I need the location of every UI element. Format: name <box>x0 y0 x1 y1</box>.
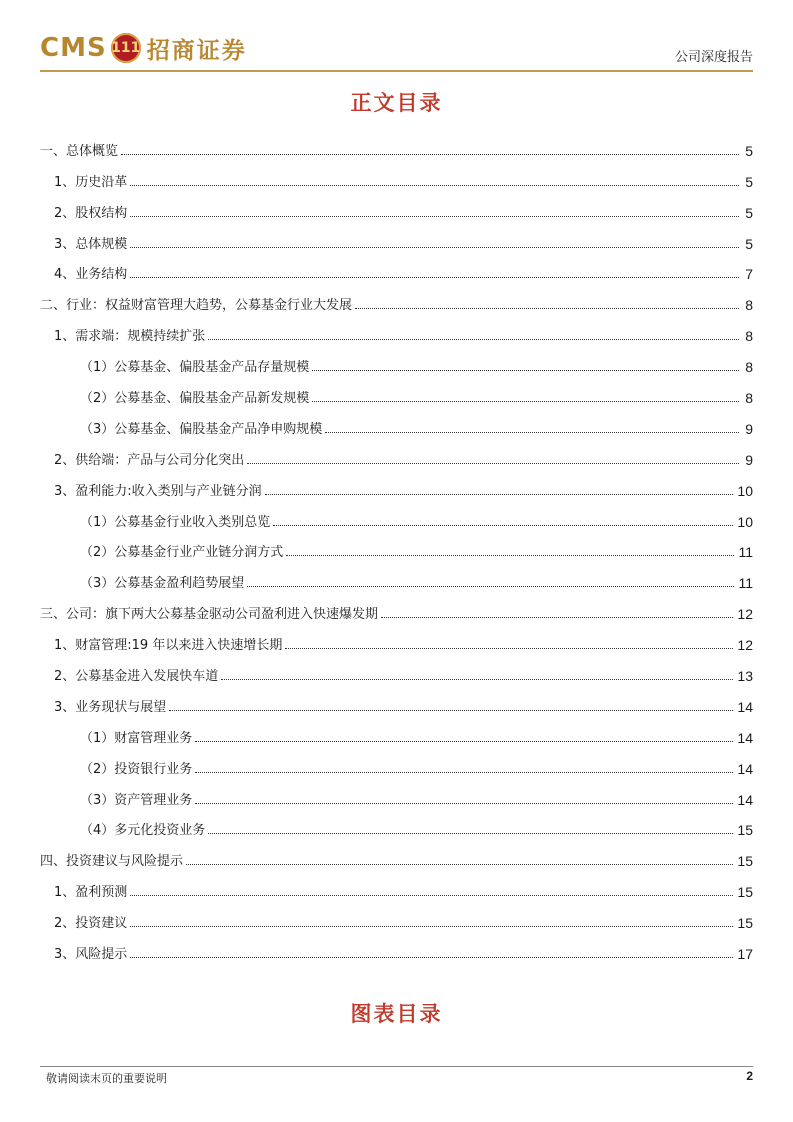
toc-entry-page: 5 <box>745 173 753 190</box>
toc-leader-dots <box>169 709 733 711</box>
toc-leader-dots <box>312 400 739 402</box>
toc-leader-dots <box>208 832 733 834</box>
toc-leader-dots <box>195 740 733 742</box>
logo-text-en: CMS <box>40 33 107 63</box>
toc-entry[interactable] <box>40 689 753 720</box>
toc-entry-text: （2）公募基金行业产业链分润方式 <box>80 545 284 561</box>
toc-entry[interactable] <box>40 504 753 535</box>
company-logo <box>40 28 247 68</box>
toc-entry[interactable] <box>40 813 753 844</box>
footer-divider <box>40 1066 753 1067</box>
toc-leader-dots <box>273 524 733 526</box>
toc-entry-page: 8 <box>745 297 753 314</box>
toc-entry[interactable] <box>40 195 753 226</box>
toc-leader-dots <box>381 616 733 618</box>
toc-entry-page: 17 <box>737 946 753 963</box>
toc-entry-text: 1、盈利预测 <box>54 885 128 901</box>
toc-entry-page: 9 <box>745 420 753 437</box>
toc-leader-dots <box>265 493 734 495</box>
toc-entry-page: 15 <box>737 915 753 932</box>
toc-entry-page: 15 <box>737 853 753 870</box>
toc-entry-text: 3、风险提示 <box>54 947 128 963</box>
toc-entry-page: 11 <box>738 544 753 561</box>
toc-entry-text: 一、总体概览 <box>40 143 119 159</box>
toc-entry[interactable] <box>40 905 753 936</box>
toc-leader-dots <box>247 585 734 587</box>
toc-entry[interactable] <box>40 442 753 473</box>
toc-entry-text: 1、财富管理:19 年以来进入快速增长期 <box>54 638 283 654</box>
toc-entry-page: 15 <box>737 822 753 839</box>
toc-entry[interactable] <box>40 565 753 596</box>
toc-entry[interactable] <box>40 751 753 782</box>
toc-entry[interactable] <box>40 627 753 658</box>
toc-entry-text: 3、盈利能力:收入类别与产业链分润 <box>54 483 262 499</box>
toc-entry-page: 12 <box>737 637 753 654</box>
toc-entry-page: 7 <box>745 266 753 283</box>
toc-entry-page: 11 <box>738 575 753 592</box>
toc-entry-text: 2、投资建议 <box>54 916 128 932</box>
toc-entry-text: 2、公募基金进入发展快车道 <box>54 669 219 685</box>
footer-notice: 敬请阅读末页的重要说明 <box>46 1072 167 1085</box>
toc-entry-page: 10 <box>737 513 753 530</box>
toc-leader-dots <box>195 802 733 804</box>
page-header <box>40 26 753 66</box>
toc-entry[interactable] <box>40 226 753 257</box>
toc-entry[interactable] <box>40 782 753 813</box>
table-of-contents <box>40 133 753 967</box>
toc-entry-page: 5 <box>745 235 753 252</box>
toc-entry[interactable] <box>40 658 753 689</box>
toc-entry-text: （1）公募基金行业收入类别总览 <box>80 514 271 530</box>
toc-entry-page: 14 <box>737 698 753 715</box>
toc-entry-page: 8 <box>745 328 753 345</box>
report-type: 公司深度报告 <box>674 50 753 65</box>
toc-entry[interactable] <box>40 349 753 380</box>
toc-entry[interactable] <box>40 720 753 751</box>
toc-leader-dots <box>285 647 733 649</box>
toc-entry[interactable] <box>40 535 753 566</box>
toc-entry-page: 8 <box>745 359 753 376</box>
toc-entry-text: （1）财富管理业务 <box>80 730 193 746</box>
logo-text-cn: 招商证券 <box>146 37 247 64</box>
toc-entry-text: （3）公募基金盈利趋势展望 <box>80 576 245 592</box>
toc-entry-page: 15 <box>737 884 753 901</box>
toc-leader-dots <box>121 153 739 155</box>
toc-entry-text: 3、总体规模 <box>54 236 128 252</box>
toc-entry-page: 14 <box>737 791 753 808</box>
toc-leader-dots <box>186 863 733 865</box>
toc-leader-dots <box>130 246 739 248</box>
toc-entry-text: 四、投资建议与风险提示 <box>40 854 184 870</box>
toc-leader-dots <box>312 369 739 371</box>
toc-entry-text: （2）公募基金、偏股基金产品新发规模 <box>80 391 310 407</box>
toc-entry-text: 2、股权结构 <box>54 205 128 221</box>
toc-entry[interactable] <box>40 596 753 627</box>
logo-emblem-icon: 111 <box>111 33 141 63</box>
toc-entry-page: 14 <box>737 729 753 746</box>
toc-entry[interactable] <box>40 843 753 874</box>
toc-entry[interactable] <box>40 411 753 442</box>
toc-entry[interactable] <box>40 380 753 411</box>
toc-entry[interactable] <box>40 287 753 318</box>
toc-entry-text: 2、供给端：产品与公司分化突出 <box>54 452 245 468</box>
toc-leader-dots <box>130 215 739 217</box>
toc-title: 正文目录 <box>350 91 443 115</box>
toc-entry-text: （3）公募基金、偏股基金产品净申购规模 <box>80 421 323 437</box>
toc-leader-dots <box>130 925 733 927</box>
toc-entry-text: （4）多元化投资业务 <box>80 823 206 839</box>
toc-leader-dots <box>195 771 733 773</box>
toc-entry[interactable] <box>40 473 753 504</box>
toc-entry-text: 三、公司：旗下两大公募基金驱动公司盈利进入快速爆发期 <box>40 607 379 623</box>
toc-entry-text: 4、业务结构 <box>54 267 128 283</box>
toc-leader-dots <box>208 338 739 340</box>
toc-entry-page: 10 <box>737 482 753 499</box>
toc-leader-dots <box>355 307 739 309</box>
toc-entry-text: （2）投资银行业务 <box>80 761 193 777</box>
toc-leader-dots <box>325 431 739 433</box>
toc-entry-page: 5 <box>745 204 753 221</box>
toc-entry-text: 1、历史沿革 <box>54 174 128 190</box>
toc-entry-page: 5 <box>745 142 753 159</box>
toc-leader-dots <box>286 554 734 556</box>
toc-entry[interactable] <box>40 133 753 164</box>
figures-title: 图表目录 <box>350 1002 443 1026</box>
header-divider <box>40 70 753 72</box>
toc-leader-dots <box>130 276 739 278</box>
toc-entry-text: （3）资产管理业务 <box>80 792 193 808</box>
toc-entry[interactable] <box>40 874 753 905</box>
toc-entry[interactable] <box>40 257 753 288</box>
toc-entry[interactable] <box>40 318 753 349</box>
toc-entry-page: 14 <box>737 760 753 777</box>
toc-entry-text: （1）公募基金、偏股基金产品存量规模 <box>80 360 310 376</box>
toc-entry-text: 3、业务现状与展望 <box>54 699 167 715</box>
toc-leader-dots <box>130 956 733 958</box>
toc-leader-dots <box>247 462 739 464</box>
toc-entry[interactable] <box>40 936 753 967</box>
toc-entry-text: 1、需求端：规模持续扩张 <box>54 329 206 345</box>
toc-entry-page: 13 <box>737 668 753 685</box>
toc-entry-page: 12 <box>737 606 753 623</box>
toc-leader-dots <box>130 894 733 896</box>
toc-leader-dots <box>221 678 733 680</box>
toc-entry-page: 8 <box>745 390 753 407</box>
page-number: 2 <box>746 1069 753 1083</box>
toc-leader-dots <box>130 184 739 186</box>
toc-entry-text: 二、行业：权益财富管理大趋势，公募基金行业大发展 <box>40 298 353 314</box>
toc-entry[interactable] <box>40 164 753 195</box>
toc-entry-page: 9 <box>745 451 753 468</box>
